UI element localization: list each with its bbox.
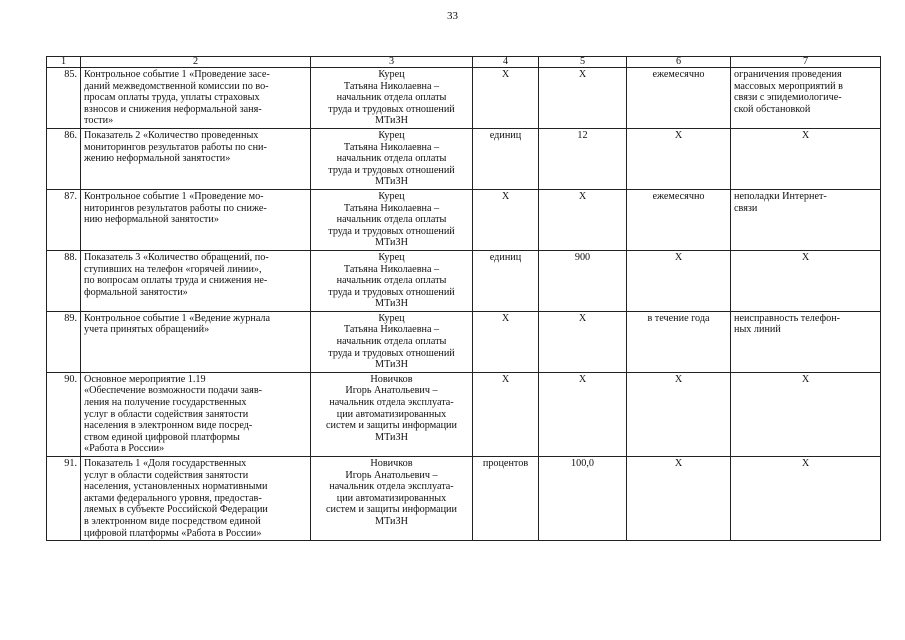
event-name-cell-line: Контрольное событие 1 «Проведение засе- <box>84 69 270 80</box>
column-header: 1 <box>47 57 81 68</box>
responsible-cell-line: Игорь Анатольевич – <box>345 385 438 397</box>
period-cell: Х <box>627 250 731 311</box>
value-cell: 12 <box>539 128 627 189</box>
note-cell <box>731 128 881 189</box>
column-header: 6 <box>627 57 731 68</box>
unit-cell: единиц <box>473 250 539 311</box>
responsible-cell-line: МТиЗН <box>375 115 408 127</box>
event-name-cell <box>81 250 311 311</box>
responsible-cell-line: МТиЗН <box>375 431 408 443</box>
event-name-cell-line: нию неформальной занятости» <box>84 214 219 226</box>
responsible-cell <box>311 311 473 372</box>
row-number-cell: 89. <box>47 311 81 372</box>
responsible-cell-line: Курец <box>378 190 405 202</box>
value-cell: Х <box>539 189 627 250</box>
event-name-cell-line: формальной занятости» <box>84 286 188 298</box>
event-name-cell-line: жению неформальной занятости» <box>84 153 231 165</box>
value-cell: 100,0 <box>539 457 627 541</box>
period-cell: ежемесячно <box>627 68 731 129</box>
event-name-cell-line: цифровой платформы «Работа в России» <box>84 527 262 539</box>
responsible-cell-line: МТиЗН <box>375 176 408 188</box>
event-name-cell-line: Контрольное событие 1 «Проведение мо- <box>84 190 264 202</box>
responsible-cell-line: начальник отдела оплаты <box>336 275 447 287</box>
responsible-cell-line: начальник отдела эксплуата- <box>329 397 454 409</box>
value-cell: Х <box>539 68 627 129</box>
event-name-cell <box>81 311 311 372</box>
note-cell-line: неисправность телефон- <box>734 312 841 324</box>
event-name-cell-line: услуг в области содействия занятости <box>84 469 249 481</box>
value-cell: Х <box>539 311 627 372</box>
row-number-cell: 87. <box>47 189 81 250</box>
note-cell <box>731 250 881 311</box>
responsible-cell-line: систем и защиты информации <box>326 420 457 432</box>
row-number-cell: 86. <box>47 128 81 189</box>
note-cell <box>731 311 881 372</box>
unit-cell: Х <box>473 372 539 456</box>
note-cell-line: неполадки Интернет- <box>734 190 827 202</box>
responsible-cell-line: труда и трудовых отношений <box>328 286 455 298</box>
event-name-cell-line: услуг в области содействия занятости <box>84 408 249 420</box>
table-row <box>47 250 881 311</box>
unit-cell: единиц <box>473 128 539 189</box>
event-name-cell-line: учета принятых обращений» <box>84 324 210 336</box>
event-name-cell <box>81 128 311 189</box>
note-cell-line: Х <box>801 251 810 263</box>
event-name-cell-line: Основное мероприятие 1.19 <box>84 373 206 385</box>
table-row <box>47 189 881 250</box>
responsible-cell-line: начальник отдела оплаты <box>336 92 447 104</box>
note-cell <box>731 372 881 456</box>
responsible-cell <box>311 457 473 541</box>
responsible-cell-line: Татьяна Николаевна – <box>343 263 440 275</box>
column-number-row <box>47 57 881 68</box>
table-body <box>47 68 881 541</box>
note-cell-line: Х <box>801 373 810 385</box>
event-name-cell-line: просам оплаты труда, уплаты страховых <box>84 92 260 104</box>
event-name-cell-line: ниторингов результатов работы по сниже- <box>84 202 267 214</box>
responsible-cell <box>311 68 473 129</box>
responsible-cell-line: ции автоматизированных <box>336 492 447 504</box>
responsible-cell-line: МТиЗН <box>375 359 408 371</box>
column-header: 5 <box>539 57 627 68</box>
event-name-cell-line: «Обеспечение возможности подачи заяв- <box>84 385 263 397</box>
event-name-cell <box>81 457 311 541</box>
event-name-cell-line: взносов и снижения неформальной заня- <box>84 103 262 115</box>
responsible-cell-line: систем и защиты информации <box>326 504 457 516</box>
period-cell: ежемесячно <box>627 189 731 250</box>
note-cell-line: ных линий <box>734 324 781 336</box>
event-name-cell-line: тости» <box>84 115 114 127</box>
table-row <box>47 457 881 541</box>
event-name-cell-line: даний межведомственной комиссии по во- <box>84 80 269 92</box>
event-name-cell-line: Показатель 1 «Доля государственных <box>84 458 247 469</box>
responsible-cell-line: МТиЗН <box>375 237 408 249</box>
value-cell: 900 <box>539 250 627 311</box>
unit-cell: Х <box>473 68 539 129</box>
table-row <box>47 372 881 456</box>
note-cell-line: Х <box>801 458 810 469</box>
column-header: 7 <box>731 57 881 68</box>
row-number-cell: 91. <box>47 457 81 541</box>
responsible-cell <box>311 189 473 250</box>
row-number-cell: 88. <box>47 250 81 311</box>
responsible-cell-line: Татьяна Николаевна – <box>343 324 440 336</box>
event-name-cell-line: ляемых в субъекте Российской Федерации <box>84 504 268 516</box>
responsible-cell-line: Курец <box>378 69 405 80</box>
event-name-cell-line: ством единой цифровой платформы <box>84 431 240 443</box>
table-row <box>47 128 881 189</box>
column-header: 3 <box>311 57 473 68</box>
note-cell-line: связи с эпидемиологиче- <box>734 92 842 104</box>
responsible-cell-line: Новичков <box>370 458 413 469</box>
responsible-cell-line: Курец <box>378 129 405 141</box>
responsible-cell-line: Новичков <box>370 373 413 385</box>
page-number: 33 <box>447 10 458 22</box>
event-name-cell-line: мониторингов результатов работы по сни- <box>84 141 267 153</box>
responsible-cell-line: Татьяна Николаевна – <box>343 141 440 153</box>
note-cell-line: массовых мероприятий в <box>734 80 843 92</box>
note-cell <box>731 457 881 541</box>
note-cell <box>731 68 881 129</box>
column-header: 2 <box>81 57 311 68</box>
value-cell: Х <box>539 372 627 456</box>
note-cell-line: Х <box>801 129 810 141</box>
responsible-cell-line: труда и трудовых отношений <box>328 103 455 115</box>
period-cell: Х <box>627 128 731 189</box>
event-name-cell-line: в электронном виде посредством единой <box>84 515 261 527</box>
event-name-cell-line: ления на получение государственных <box>84 397 247 409</box>
event-name-cell <box>81 372 311 456</box>
activities-table <box>46 56 881 541</box>
period-cell: в течение года <box>627 311 731 372</box>
column-header: 4 <box>473 57 539 68</box>
table-row <box>47 311 881 372</box>
event-name-cell-line: «Работа в России» <box>84 443 165 455</box>
event-name-cell-line: Показатель 2 «Количество проведенных <box>84 129 259 141</box>
period-cell: Х <box>627 372 731 456</box>
responsible-cell-line: начальник отдела оплаты <box>336 153 447 165</box>
responsible-cell <box>311 250 473 311</box>
note-cell-line: связи <box>734 202 758 214</box>
event-name-cell-line: ступивших на телефон «горячей линии», <box>84 263 262 275</box>
note-cell-line: ограничения проведения <box>734 69 842 80</box>
event-name-cell-line: актами федерального уровня, предостав- <box>84 492 262 504</box>
responsible-cell <box>311 372 473 456</box>
responsible-cell-line: ции автоматизированных <box>336 408 447 420</box>
event-name-cell-line: по вопросам оплаты труда и снижения не- <box>84 275 268 287</box>
responsible-cell-line: Татьяна Николаевна – <box>343 80 440 92</box>
responsible-cell <box>311 128 473 189</box>
responsible-cell-line: труда и трудовых отношений <box>328 347 455 359</box>
event-name-cell-line: Показатель 3 «Количество обращений, по- <box>84 251 269 263</box>
responsible-cell-line: МТиЗН <box>375 515 408 527</box>
row-number-cell: 90. <box>47 372 81 456</box>
event-name-cell-line: Контрольное событие 1 «Ведение журнала <box>84 312 271 324</box>
responsible-cell-line: Курец <box>378 251 405 263</box>
event-name-cell <box>81 68 311 129</box>
event-name-cell-line: населения в электронном виде посред- <box>84 420 253 432</box>
period-cell: Х <box>627 457 731 541</box>
event-name-cell-line: населения, установленных нормативными <box>84 481 268 493</box>
unit-cell: процентов <box>473 457 539 541</box>
unit-cell: Х <box>473 189 539 250</box>
unit-cell: Х <box>473 311 539 372</box>
responsible-cell-line: Курец <box>378 312 405 324</box>
responsible-cell-line: начальник отдела оплаты <box>336 336 447 348</box>
row-number-cell: 85. <box>47 68 81 129</box>
responsible-cell-line: Татьяна Николаевна – <box>343 202 440 214</box>
responsible-cell-line: труда и трудовых отношений <box>328 164 455 176</box>
responsible-cell-line: труда и трудовых отношений <box>328 225 455 237</box>
note-cell <box>731 189 881 250</box>
event-name-cell <box>81 189 311 250</box>
responsible-cell-line: начальник отдела эксплуата- <box>329 481 454 493</box>
responsible-cell-line: МТиЗН <box>375 298 408 310</box>
table-row <box>47 68 881 129</box>
responsible-cell-line: Игорь Анатольевич – <box>345 469 438 481</box>
note-cell-line: ской обстановкой <box>734 103 811 115</box>
responsible-cell-line: начальник отдела оплаты <box>336 214 447 226</box>
